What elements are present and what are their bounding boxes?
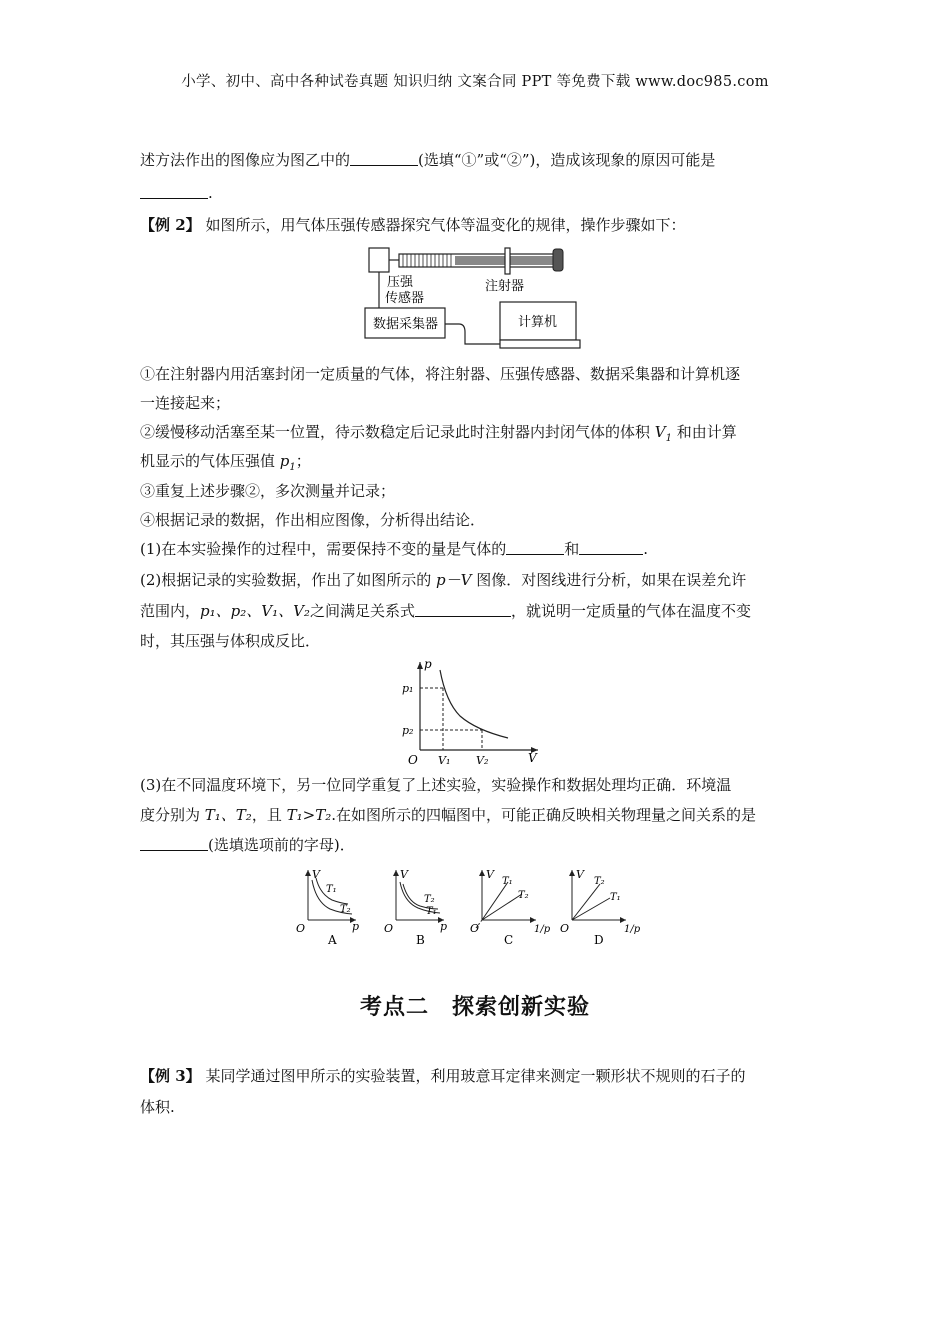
answer-blank[interactable] [140,836,208,851]
origin-label: O [296,922,306,935]
curve-label: T₂ [340,904,351,915]
step-3: ③重复上述步骤②，多次测量并记录； [140,482,396,500]
axis-label: p [352,920,360,933]
question-2c: 时，其压强与体积成反比． [140,632,321,650]
var-pv: p－V [436,571,472,589]
option-letter-c[interactable]: C [504,933,514,947]
text: .在如图所示的四幅图中，可能正确反映相关物理量之间关系的是 [331,806,756,824]
step-1b: 一连接起来； [140,394,231,412]
apparatus-diagram [355,240,595,355]
step-4: ④根据记录的数据，作出相应图像，分析得出结论． [140,511,486,529]
example-3-line1 [140,1063,812,1089]
axis-label: V [576,868,584,881]
section-title: 考点二 探索创新实验 [359,994,590,1020]
axis-label: V [486,868,494,881]
answer-blank[interactable] [140,184,208,199]
answer-blank[interactable] [579,540,643,555]
option-graphs [290,862,660,952]
example-3-line2: 体积. [140,1098,175,1116]
isotherm-curve [440,670,508,738]
curve-label: T₁ [610,892,621,903]
text: . [208,184,213,202]
text: ； [295,452,311,470]
origin-label: O [470,922,480,935]
page-header: 小学、初中、高中各种试卷真题 知识归纳 文案合同 PPT 等免费下载 www.doc985.com [181,74,769,90]
example-label: 【例 3】 [140,1067,201,1085]
var-list: T₁、T₂ [204,806,252,824]
axis-label: p [440,920,448,933]
axis-label: V [312,868,320,881]
option-graph-b [384,868,447,947]
text: 图像．对图线进行分析，如果在误差允许 [471,571,747,589]
text: ，且 [251,806,287,824]
example-label: 【例 2】 [140,216,201,234]
origin-label: O [408,753,418,767]
sensor-box [369,248,389,272]
axis-label-p: p [424,658,432,671]
text: 之间满足关系式 [309,602,415,620]
curve-label: T₁ [502,876,513,887]
axis-label: 1/p [624,924,641,935]
text: (2)根据记录的实验数据，作出了如图所示的 [140,571,437,589]
curve-label: T₁ [426,906,437,917]
option-graph-c [470,868,551,947]
var-p1: $p_1$ [279,452,296,473]
step-1a: ①在注射器内用活塞封闭一定质量的气体，将注射器、压强传感器、数据采集器和计算机逐 [140,365,741,383]
axis-label: 1/p [534,924,551,935]
paragraph-line [140,180,812,206]
text: (选填选项前的字母)． [208,836,355,854]
text: 范围内， [140,602,201,620]
question-2a [140,567,812,593]
question-3c [140,832,812,858]
origin-label: O [384,922,394,935]
axis-label: V [400,868,408,881]
question-3b [140,802,812,828]
step-2b [140,448,812,481]
text: 如图所示，用气体压强传感器探究气体等温变化的规律，操作步骤如下： [205,216,686,234]
text: 机显示的气体压强值 [140,452,280,470]
option-letter-d[interactable]: D [594,933,604,947]
origin-label: O [560,922,570,935]
text: (1)在本实验操作的过程中，需要保持不变的量是气体的 [140,540,507,558]
text: 和由计算 [672,423,737,441]
question-3a: (3)在不同温度环境下，另一位同学重复了上述实验，实验操作和数据处理均正确．环境温 [140,776,732,794]
tick-v2: V₂ [476,754,489,767]
tick-p2: p₂ [402,724,414,737]
curve-label: T₂ [424,894,435,905]
var-cond: T₁>T₂ [286,806,332,824]
text: 述方法作出的图像应为图乙中的 [140,151,351,169]
label-syringe: 注射器 [485,279,525,294]
var-v1: $V_1$ [654,423,672,444]
tick-p1: p₁ [402,682,414,695]
option-graph-a [296,868,359,947]
paragraph-line [140,147,812,173]
question-1 [140,536,812,562]
option-letter-b[interactable]: B [416,933,425,947]
answer-blank[interactable] [506,540,564,555]
text: 某同学通过图甲所示的实验装置，利用玻意耳定律来测定一颗形状不规则的石子的 [205,1067,746,1085]
tick-v1: V₁ [438,754,451,767]
question-2b [140,598,812,624]
text: (选填“①”或“②”)，造成该现象的原因可能是 [418,151,716,169]
axis-label-v: V [528,751,537,765]
answer-blank[interactable] [415,602,511,617]
label-sensor-line1: 压强 [387,275,414,290]
curve-label: T₁ [326,884,337,895]
curve-label: T₂ [594,876,605,887]
pv-graph [398,658,548,768]
var-list: p₁、p₂、V₁、V₂ [200,602,310,620]
label-collector: 数据采集器 [373,317,439,332]
text: ②缓慢移动活塞至某一位置，待示数稳定后记录此时注射器内封闭气体的体积 [140,423,655,441]
example-2-intro [140,212,812,238]
curve-label: T₂ [518,890,529,901]
text: . [643,540,649,558]
answer-blank[interactable] [350,151,418,166]
text: ，就说明一定质量的气体在温度不变 [510,602,751,620]
option-letter-a[interactable]: A [328,933,337,947]
label-computer: 计算机 [518,315,558,330]
label-sensor-line2: 传感器 [385,291,425,306]
option-graph-d [560,868,641,947]
text: 和 [564,540,580,558]
text: 度分别为 [140,806,205,824]
